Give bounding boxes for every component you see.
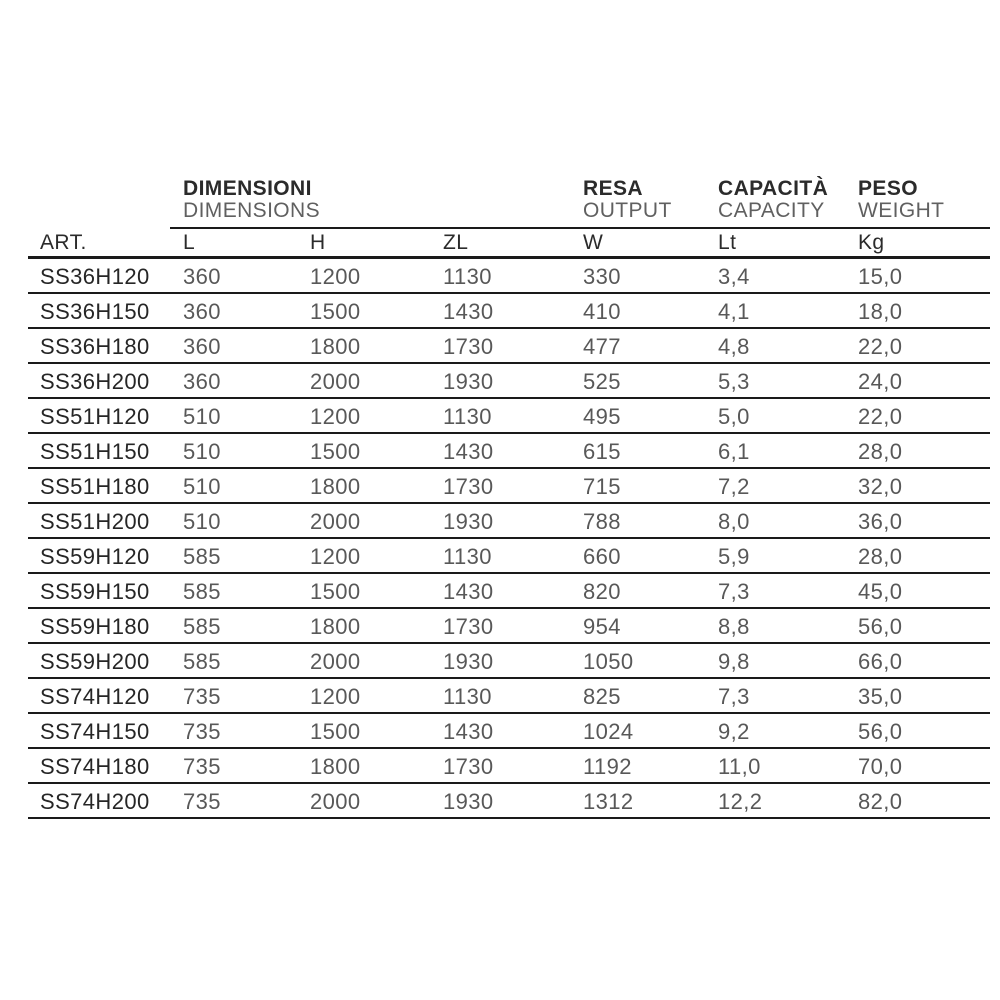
cell-lt: 3,4 [718,264,750,289]
cell-art: SS36H180 [40,334,150,359]
column-header-art: ART. [40,231,87,254]
spec-table [28,178,990,819]
group-header-row [28,178,990,227]
cell-w: 477 [583,334,621,359]
cell-kg: 22,0 [858,334,903,359]
cell-h: 1200 [310,544,361,569]
cell-l: 360 [183,369,221,394]
cell-kg: 28,0 [858,544,903,569]
table-row [28,399,990,434]
table-row [28,504,990,539]
cell-l: 510 [183,404,221,429]
cell-h: 1800 [310,474,361,499]
table-row [28,434,990,469]
cell-art: SS74H200 [40,789,150,814]
cell-kg: 35,0 [858,684,903,709]
group-output [583,178,672,222]
cell-kg: 32,0 [858,474,903,499]
cell-w: 495 [583,404,621,429]
table-row [28,784,990,819]
cell-lt: 4,1 [718,299,750,324]
cell-art: SS51H120 [40,404,150,429]
column-header-kg: Kg [858,231,885,254]
cell-l: 585 [183,649,221,674]
cell-kg: 36,0 [858,509,903,534]
column-header-h: H [310,231,326,254]
cell-h: 1200 [310,684,361,709]
cell-lt: 11,0 [718,754,761,779]
cell-lt: 8,0 [718,509,750,534]
cell-w: 660 [583,544,621,569]
cell-w: 525 [583,369,621,394]
cell-zl: 1930 [443,649,494,674]
cell-l: 735 [183,789,221,814]
cell-art: SS59H200 [40,649,150,674]
cell-h: 1500 [310,299,361,324]
cell-h: 1500 [310,579,361,604]
cell-zl: 1930 [443,789,494,814]
cell-art: SS59H150 [40,579,150,604]
cell-kg: 66,0 [858,649,903,674]
column-header-w: W [583,231,604,254]
cell-kg: 18,0 [858,299,903,324]
cell-w: 1192 [583,754,632,779]
column-header-zl: ZL [443,231,469,254]
cell-kg: 24,0 [858,369,903,394]
cell-l: 735 [183,684,221,709]
table-row [28,679,990,714]
cell-w: 615 [583,439,621,464]
group-dimensions [183,178,320,222]
cell-lt: 6,1 [718,439,750,464]
cell-lt: 4,8 [718,334,750,359]
cell-kg: 22,0 [858,404,903,429]
cell-art: SS74H120 [40,684,150,709]
cell-art: SS36H120 [40,264,150,289]
cell-lt: 5,3 [718,369,750,394]
group-weight [858,178,944,222]
cell-art: SS51H150 [40,439,150,464]
cell-h: 2000 [310,649,361,674]
cell-h: 1800 [310,334,361,359]
cell-zl: 1730 [443,754,494,779]
cell-zl: 1430 [443,299,494,324]
table-row [28,469,990,504]
cell-l: 735 [183,754,221,779]
cell-w: 788 [583,509,621,534]
table-body [28,259,990,819]
table-row [28,259,990,294]
group-title-it: DIMENSIONI [183,177,312,200]
cell-h: 2000 [310,509,361,534]
cell-w: 1312 [583,789,634,814]
group-title-en: OUTPUT [583,199,672,222]
cell-art: SS51H200 [40,509,150,534]
cell-h: 1800 [310,614,361,639]
cell-lt: 7,2 [718,474,750,499]
group-title-it: PESO [858,177,918,200]
cell-lt: 9,8 [718,649,750,674]
cell-h: 1500 [310,719,361,744]
table-row [28,714,990,749]
cell-w: 715 [583,474,621,499]
cell-art: SS51H180 [40,474,150,499]
cell-zl: 1130 [443,684,492,709]
cell-zl: 1130 [443,544,492,569]
cell-w: 1050 [583,649,634,674]
cell-art: SS36H150 [40,299,150,324]
cell-l: 585 [183,614,221,639]
cell-w: 1024 [583,719,634,744]
cell-kg: 56,0 [858,719,903,744]
table-row [28,539,990,574]
group-title-en: CAPACITY [718,199,825,222]
cell-lt: 9,2 [718,719,750,744]
cell-lt: 12,2 [718,789,763,814]
cell-l: 360 [183,299,221,324]
cell-zl: 1130 [443,264,492,289]
table-row [28,749,990,784]
cell-h: 1200 [310,404,361,429]
cell-zl: 1430 [443,439,494,464]
cell-kg: 28,0 [858,439,903,464]
cell-kg: 15,0 [858,264,903,289]
cell-kg: 82,0 [858,789,903,814]
cell-kg: 45,0 [858,579,903,604]
table-row [28,294,990,329]
cell-zl: 1730 [443,474,494,499]
cell-l: 510 [183,474,221,499]
cell-zl: 1730 [443,334,494,359]
group-capacity [718,178,828,222]
cell-art: SS74H180 [40,754,150,779]
cell-l: 735 [183,719,221,744]
cell-h: 1800 [310,754,361,779]
cell-zl: 1930 [443,369,494,394]
cell-lt: 8,8 [718,614,750,639]
group-title-it: CAPACITÀ [718,177,829,200]
cell-h: 2000 [310,369,361,394]
group-title-it: RESA [583,177,643,200]
cell-zl: 1430 [443,719,494,744]
cell-h: 1500 [310,439,361,464]
cell-w: 330 [583,264,621,289]
group-title-en: WEIGHT [858,199,945,222]
column-header-row [28,229,990,259]
cell-w: 954 [583,614,621,639]
cell-lt: 5,0 [718,404,750,429]
cell-h: 1200 [310,264,361,289]
cell-zl: 1130 [443,404,492,429]
cell-art: SS36H200 [40,369,150,394]
cell-h: 2000 [310,789,361,814]
cell-zl: 1730 [443,614,494,639]
cell-lt: 5,9 [718,544,750,569]
table-row [28,364,990,399]
cell-art: SS59H180 [40,614,150,639]
cell-zl: 1430 [443,579,494,604]
cell-l: 510 [183,509,221,534]
cell-l: 360 [183,334,221,359]
group-title-en: DIMENSIONS [183,199,321,222]
column-header-lt: Lt [718,231,737,254]
cell-w: 825 [583,684,621,709]
cell-l: 585 [183,544,221,569]
table-row [28,609,990,644]
table-row [28,644,990,679]
cell-lt: 7,3 [718,684,750,709]
column-header-l: L [183,231,196,254]
cell-art: SS74H150 [40,719,150,744]
cell-l: 585 [183,579,221,604]
cell-lt: 7,3 [718,579,750,604]
cell-l: 510 [183,439,221,464]
cell-l: 360 [183,264,221,289]
table-row [28,329,990,364]
cell-kg: 70,0 [858,754,903,779]
cell-w: 820 [583,579,621,604]
table-row [28,574,990,609]
cell-w: 410 [583,299,621,324]
cell-zl: 1930 [443,509,494,534]
cell-kg: 56,0 [858,614,903,639]
cell-art: SS59H120 [40,544,150,569]
